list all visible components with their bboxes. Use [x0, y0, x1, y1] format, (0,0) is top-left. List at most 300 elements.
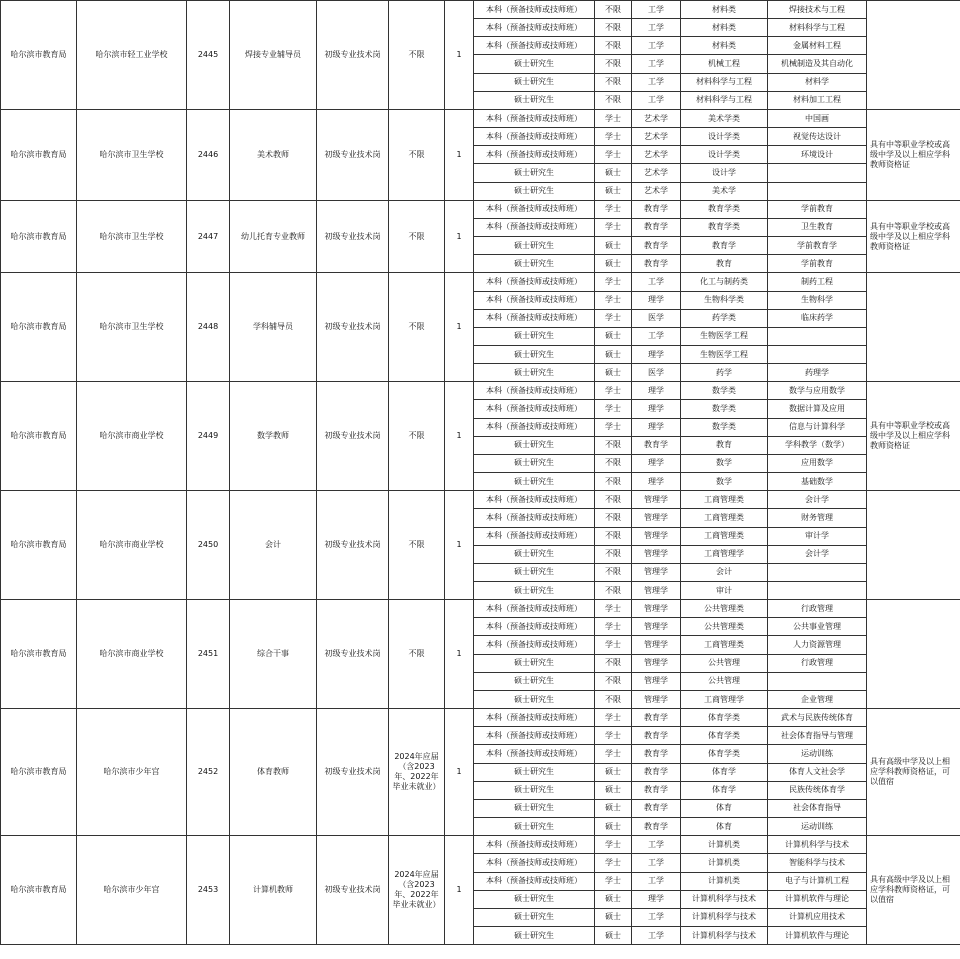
major-cell: 材料科学与工程: [768, 19, 867, 37]
degree-cell: 硕士: [595, 327, 632, 345]
discipline-cell: 理学: [632, 454, 681, 472]
unit-cell: 哈尔滨市卫生学校: [77, 109, 187, 200]
education-cell: 硕士研究生: [474, 345, 595, 363]
education-cell: 硕士研究生: [474, 255, 595, 273]
discipline-cell: 教育学: [632, 745, 681, 763]
major-class-cell: 生物医学工程: [681, 345, 768, 363]
unit-cell: 哈尔滨市少年宫: [77, 836, 187, 945]
position-title-cell: 综合干事: [230, 600, 317, 709]
degree-cell: 学士: [595, 128, 632, 146]
major-cell: 会计学: [768, 491, 867, 509]
position-category-cell: 初级专业技术岗: [317, 200, 389, 273]
education-cell: 硕士研究生: [474, 926, 595, 944]
degree-cell: 不限: [595, 55, 632, 73]
discipline-cell: 艺术学: [632, 109, 681, 127]
education-cell: 本科（预备技师或技师班）: [474, 1, 595, 19]
major-cell: 焊接技术与工程: [768, 1, 867, 19]
education-cell: 本科（预备技师或技师班）: [474, 309, 595, 327]
education-cell: 本科（预备技师或技师班）: [474, 382, 595, 400]
unit-cell: 哈尔滨市商业学校: [77, 382, 187, 491]
major-class-cell: 材料类: [681, 37, 768, 55]
major-class-cell: 体育学类: [681, 745, 768, 763]
graduate-status-cell: 不限: [389, 1, 445, 110]
major-cell: 智能科学与技术: [768, 854, 867, 872]
position-category-cell: 初级专业技术岗: [317, 382, 389, 491]
department-cell: 哈尔滨市教育局: [1, 709, 77, 836]
discipline-cell: 教育学: [632, 436, 681, 454]
discipline-cell: 教育学: [632, 255, 681, 273]
discipline-cell: 教育学: [632, 727, 681, 745]
education-cell: 硕士研究生: [474, 364, 595, 382]
major-class-cell: 美术学: [681, 182, 768, 200]
education-cell: 硕士研究生: [474, 818, 595, 836]
education-cell: 硕士研究生: [474, 582, 595, 600]
major-cell: [768, 345, 867, 363]
degree-cell: 不限: [595, 563, 632, 581]
discipline-cell: 工学: [632, 926, 681, 944]
major-class-cell: 设计学: [681, 164, 768, 182]
major-class-cell: 生物医学工程: [681, 327, 768, 345]
major-class-cell: 工商管理类: [681, 491, 768, 509]
position-title-cell: 计算机教师: [230, 836, 317, 945]
degree-cell: 学士: [595, 400, 632, 418]
major-cell: 应用数学: [768, 454, 867, 472]
major-cell: 学科教学（数学）: [768, 436, 867, 454]
graduate-status-cell: 不限: [389, 109, 445, 200]
table-row: [1, 273, 960, 291]
position-code-cell: 2446: [187, 109, 230, 200]
degree-cell: 硕士: [595, 345, 632, 363]
major-class-cell: 体育学: [681, 763, 768, 781]
education-cell: 本科（预备技师或技师班）: [474, 491, 595, 509]
major-class-cell: 药学类: [681, 309, 768, 327]
major-class-cell: 数学: [681, 473, 768, 491]
degree-cell: 不限: [595, 527, 632, 545]
degree-cell: 不限: [595, 454, 632, 472]
education-cell: 硕士研究生: [474, 436, 595, 454]
major-cell: 药理学: [768, 364, 867, 382]
department-cell: 哈尔滨市教育局: [1, 109, 77, 200]
discipline-cell: 理学: [632, 473, 681, 491]
education-cell: 硕士研究生: [474, 890, 595, 908]
major-cell: 视觉传达设计: [768, 128, 867, 146]
major-class-cell: 计算机类: [681, 872, 768, 890]
discipline-cell: 理学: [632, 400, 681, 418]
discipline-cell: 艺术学: [632, 182, 681, 200]
degree-cell: 不限: [595, 690, 632, 708]
discipline-cell: 管理学: [632, 491, 681, 509]
position-category-cell: 初级专业技术岗: [317, 273, 389, 382]
major-cell: 企业管理: [768, 690, 867, 708]
hire-count-cell: 1: [445, 600, 474, 709]
degree-cell: 硕士: [595, 799, 632, 817]
department-cell: 哈尔滨市教育局: [1, 491, 77, 600]
major-cell: 运动训练: [768, 818, 867, 836]
discipline-cell: 教育学: [632, 237, 681, 255]
position-category-cell: 初级专业技术岗: [317, 600, 389, 709]
degree-cell: 不限: [595, 654, 632, 672]
discipline-cell: 管理学: [632, 690, 681, 708]
discipline-cell: 工学: [632, 91, 681, 109]
major-cell: 社会体育指导与管理: [768, 727, 867, 745]
education-cell: 硕士研究生: [474, 799, 595, 817]
major-cell: 体育人文社会学: [768, 763, 867, 781]
education-cell: 本科（预备技师或技师班）: [474, 291, 595, 309]
major-cell: 民族传统体育学: [768, 781, 867, 799]
major-cell: 卫生教育: [768, 218, 867, 236]
degree-cell: 学士: [595, 636, 632, 654]
discipline-cell: 工学: [632, 908, 681, 926]
degree-cell: 硕士: [595, 818, 632, 836]
hire-count-cell: 1: [445, 109, 474, 200]
position-code-cell: 2447: [187, 200, 230, 273]
major-cell: 制药工程: [768, 273, 867, 291]
major-class-cell: 审计: [681, 582, 768, 600]
discipline-cell: 管理学: [632, 563, 681, 581]
degree-cell: 不限: [595, 545, 632, 563]
major-class-cell: 数学类: [681, 418, 768, 436]
graduate-status-cell: 不限: [389, 273, 445, 382]
major-class-cell: 药学: [681, 364, 768, 382]
department-cell: 哈尔滨市教育局: [1, 836, 77, 945]
remarks-cell: 具有中等职业学校或高级中学及以上相应学科教师资格证: [867, 382, 960, 491]
table-body: [1, 1, 960, 945]
unit-cell: 哈尔滨市卫生学校: [77, 200, 187, 273]
discipline-cell: 医学: [632, 364, 681, 382]
major-cell: [768, 164, 867, 182]
discipline-cell: 工学: [632, 19, 681, 37]
education-cell: 硕士研究生: [474, 781, 595, 799]
unit-cell: 哈尔滨市少年宫: [77, 709, 187, 836]
position-category-cell: 初级专业技术岗: [317, 109, 389, 200]
education-cell: 本科（预备技师或技师班）: [474, 146, 595, 164]
education-cell: 本科（预备技师或技师班）: [474, 854, 595, 872]
major-cell: 中国画: [768, 109, 867, 127]
major-class-cell: 体育: [681, 818, 768, 836]
degree-cell: 不限: [595, 582, 632, 600]
education-cell: 硕士研究生: [474, 91, 595, 109]
degree-cell: 不限: [595, 91, 632, 109]
degree-cell: 不限: [595, 509, 632, 527]
education-cell: 本科（预备技师或技师班）: [474, 273, 595, 291]
education-cell: 本科（预备技师或技师班）: [474, 872, 595, 890]
discipline-cell: 教育学: [632, 781, 681, 799]
major-class-cell: 工商管理类: [681, 636, 768, 654]
major-cell: 武术与民族传统体育: [768, 709, 867, 727]
degree-cell: 不限: [595, 672, 632, 690]
position-title-cell: 会计: [230, 491, 317, 600]
degree-cell: 学士: [595, 200, 632, 218]
education-cell: 硕士研究生: [474, 763, 595, 781]
degree-cell: 硕士: [595, 364, 632, 382]
position-category-cell: 初级专业技术岗: [317, 836, 389, 945]
major-class-cell: 设计学类: [681, 146, 768, 164]
major-cell: 社会体育指导: [768, 799, 867, 817]
degree-cell: 学士: [595, 418, 632, 436]
education-cell: 硕士研究生: [474, 473, 595, 491]
education-cell: 硕士研究生: [474, 182, 595, 200]
degree-cell: 不限: [595, 473, 632, 491]
department-cell: 哈尔滨市教育局: [1, 600, 77, 709]
education-cell: 硕士研究生: [474, 563, 595, 581]
unit-cell: 哈尔滨市轻工业学校: [77, 1, 187, 110]
degree-cell: 硕士: [595, 164, 632, 182]
degree-cell: 硕士: [595, 255, 632, 273]
major-class-cell: 教育: [681, 255, 768, 273]
major-cell: [768, 563, 867, 581]
position-category-cell: 初级专业技术岗: [317, 1, 389, 110]
major-class-cell: 公共管理: [681, 672, 768, 690]
discipline-cell: 管理学: [632, 527, 681, 545]
discipline-cell: 管理学: [632, 636, 681, 654]
major-class-cell: 体育学类: [681, 727, 768, 745]
education-cell: 本科（预备技师或技师班）: [474, 745, 595, 763]
discipline-cell: 管理学: [632, 672, 681, 690]
department-cell: 哈尔滨市教育局: [1, 200, 77, 273]
major-class-cell: 体育: [681, 799, 768, 817]
education-cell: 硕士研究生: [474, 327, 595, 345]
remarks-cell: 具有中等职业学校或高级中学及以上相应学科教师资格证: [867, 109, 960, 200]
education-cell: 本科（预备技师或技师班）: [474, 128, 595, 146]
major-class-cell: 美术学类: [681, 109, 768, 127]
department-cell: 哈尔滨市教育局: [1, 1, 77, 110]
hire-count-cell: 1: [445, 273, 474, 382]
degree-cell: 不限: [595, 1, 632, 19]
degree-cell: 学士: [595, 600, 632, 618]
education-cell: 硕士研究生: [474, 690, 595, 708]
major-class-cell: 数学类: [681, 382, 768, 400]
degree-cell: 硕士: [595, 926, 632, 944]
remarks-cell: [867, 273, 960, 382]
discipline-cell: 理学: [632, 291, 681, 309]
major-cell: 运动训练: [768, 745, 867, 763]
major-cell: 临床药学: [768, 309, 867, 327]
position-code-cell: 2453: [187, 836, 230, 945]
graduate-status-cell: 不限: [389, 200, 445, 273]
remarks-cell: 具有高级中学及以上相应学科教师资格证，可以值宿: [867, 709, 960, 836]
degree-cell: 硕士: [595, 763, 632, 781]
education-cell: 本科（预备技师或技师班）: [474, 527, 595, 545]
major-cell: [768, 672, 867, 690]
major-class-cell: 数学类: [681, 400, 768, 418]
major-class-cell: 计算机科学与技术: [681, 926, 768, 944]
degree-cell: 学士: [595, 618, 632, 636]
table-row: [1, 382, 960, 400]
degree-cell: 学士: [595, 854, 632, 872]
table-row: [1, 1, 960, 19]
education-cell: 本科（预备技师或技师班）: [474, 109, 595, 127]
discipline-cell: 工学: [632, 273, 681, 291]
education-cell: 本科（预备技师或技师班）: [474, 836, 595, 854]
major-cell: 环境设计: [768, 146, 867, 164]
education-cell: 本科（预备技师或技师班）: [474, 218, 595, 236]
discipline-cell: 教育学: [632, 799, 681, 817]
major-cell: 基础数学: [768, 473, 867, 491]
discipline-cell: 工学: [632, 37, 681, 55]
education-cell: 硕士研究生: [474, 55, 595, 73]
education-cell: 硕士研究生: [474, 908, 595, 926]
degree-cell: 学士: [595, 273, 632, 291]
degree-cell: 学士: [595, 872, 632, 890]
major-class-cell: 教育: [681, 436, 768, 454]
major-class-cell: 工商管理类: [681, 509, 768, 527]
discipline-cell: 教育学: [632, 709, 681, 727]
discipline-cell: 艺术学: [632, 164, 681, 182]
graduate-status-cell: 2024年应届（含2023年、2022年毕业未就业）: [389, 836, 445, 945]
major-cell: 金属材料工程: [768, 37, 867, 55]
degree-cell: 学士: [595, 382, 632, 400]
position-category-cell: 初级专业技术岗: [317, 709, 389, 836]
unit-cell: 哈尔滨市商业学校: [77, 600, 187, 709]
major-cell: 计算机科学与技术: [768, 836, 867, 854]
position-title-cell: 幼儿托育专业教师: [230, 200, 317, 273]
major-class-cell: 体育学: [681, 781, 768, 799]
education-cell: 本科（预备技师或技师班）: [474, 709, 595, 727]
education-cell: 本科（预备技师或技师班）: [474, 727, 595, 745]
major-class-cell: 工商管理学: [681, 545, 768, 563]
discipline-cell: 管理学: [632, 600, 681, 618]
major-cell: 机械制造及其自动化: [768, 55, 867, 73]
major-cell: 材料学: [768, 73, 867, 91]
major-class-cell: 计算机类: [681, 836, 768, 854]
position-code-cell: 2452: [187, 709, 230, 836]
education-cell: 本科（预备技师或技师班）: [474, 200, 595, 218]
major-cell: 学前教育学: [768, 237, 867, 255]
degree-cell: 学士: [595, 309, 632, 327]
major-cell: 生物科学: [768, 291, 867, 309]
table-row: [1, 200, 960, 218]
education-cell: 硕士研究生: [474, 654, 595, 672]
major-class-cell: 数学: [681, 454, 768, 472]
degree-cell: 学士: [595, 836, 632, 854]
position-title-cell: 数学教师: [230, 382, 317, 491]
major-class-cell: 教育学类: [681, 200, 768, 218]
unit-cell: 哈尔滨市卫生学校: [77, 273, 187, 382]
unit-cell: 哈尔滨市商业学校: [77, 491, 187, 600]
position-title-cell: 体育教师: [230, 709, 317, 836]
discipline-cell: 理学: [632, 418, 681, 436]
graduate-status-cell: 不限: [389, 382, 445, 491]
discipline-cell: 工学: [632, 1, 681, 19]
major-cell: 材料加工工程: [768, 91, 867, 109]
position-code-cell: 2450: [187, 491, 230, 600]
degree-cell: 硕士: [595, 237, 632, 255]
major-cell: 行政管理: [768, 600, 867, 618]
discipline-cell: 工学: [632, 854, 681, 872]
education-cell: 本科（预备技师或技师班）: [474, 618, 595, 636]
major-cell: 行政管理: [768, 654, 867, 672]
major-class-cell: 材料科学与工程: [681, 91, 768, 109]
education-cell: 本科（预备技师或技师班）: [474, 37, 595, 55]
remarks-cell: 具有中等职业学校或高级中学及以上相应学科教师资格证: [867, 200, 960, 273]
major-class-cell: 机械工程: [681, 55, 768, 73]
position-title-cell: 学科辅导员: [230, 273, 317, 382]
education-cell: 本科（预备技师或技师班）: [474, 418, 595, 436]
degree-cell: 不限: [595, 19, 632, 37]
table-row: [1, 836, 960, 854]
major-class-cell: 工商管理学: [681, 690, 768, 708]
degree-cell: 不限: [595, 491, 632, 509]
major-cell: 计算机软件与理论: [768, 890, 867, 908]
position-code-cell: 2445: [187, 1, 230, 110]
major-cell: 电子与计算机工程: [768, 872, 867, 890]
major-class-cell: 材料类: [681, 19, 768, 37]
position-code-cell: 2451: [187, 600, 230, 709]
table-row: [1, 709, 960, 727]
major-class-cell: 生物科学类: [681, 291, 768, 309]
education-cell: 本科（预备技师或技师班）: [474, 19, 595, 37]
discipline-cell: 管理学: [632, 545, 681, 563]
hire-count-cell: 1: [445, 1, 474, 110]
major-cell: 财务管理: [768, 509, 867, 527]
discipline-cell: 艺术学: [632, 128, 681, 146]
education-cell: 硕士研究生: [474, 454, 595, 472]
discipline-cell: 工学: [632, 872, 681, 890]
hire-count-cell: 1: [445, 709, 474, 836]
major-class-cell: 公共管理: [681, 654, 768, 672]
degree-cell: 不限: [595, 73, 632, 91]
major-class-cell: 化工与制药类: [681, 273, 768, 291]
discipline-cell: 工学: [632, 836, 681, 854]
department-cell: 哈尔滨市教育局: [1, 382, 77, 491]
discipline-cell: 教育学: [632, 218, 681, 236]
major-cell: 计算机应用技术: [768, 908, 867, 926]
remarks-cell: 具有高级中学及以上相应学科教师资格证，可以值宿: [867, 836, 960, 945]
discipline-cell: 理学: [632, 382, 681, 400]
discipline-cell: 理学: [632, 890, 681, 908]
education-cell: 本科（预备技师或技师班）: [474, 400, 595, 418]
major-cell: 学前教育: [768, 255, 867, 273]
degree-cell: 学士: [595, 146, 632, 164]
degree-cell: 学士: [595, 745, 632, 763]
position-code-cell: 2448: [187, 273, 230, 382]
discipline-cell: 管理学: [632, 654, 681, 672]
discipline-cell: 理学: [632, 345, 681, 363]
major-cell: [768, 327, 867, 345]
major-class-cell: 计算机类: [681, 854, 768, 872]
discipline-cell: 管理学: [632, 582, 681, 600]
education-cell: 硕士研究生: [474, 73, 595, 91]
degree-cell: 不限: [595, 436, 632, 454]
hire-count-cell: 1: [445, 200, 474, 273]
discipline-cell: 教育学: [632, 200, 681, 218]
discipline-cell: 艺术学: [632, 146, 681, 164]
remarks-cell: [867, 1, 960, 110]
degree-cell: 学士: [595, 291, 632, 309]
degree-cell: 不限: [595, 37, 632, 55]
table-row: [1, 109, 960, 127]
major-class-cell: 计算机科学与技术: [681, 890, 768, 908]
discipline-cell: 工学: [632, 55, 681, 73]
education-cell: 本科（预备技师或技师班）: [474, 636, 595, 654]
hire-count-cell: 1: [445, 382, 474, 491]
major-class-cell: 设计学类: [681, 128, 768, 146]
major-cell: 审计学: [768, 527, 867, 545]
discipline-cell: 管理学: [632, 509, 681, 527]
degree-cell: 硕士: [595, 908, 632, 926]
major-cell: 公共事业管理: [768, 618, 867, 636]
major-class-cell: 教育学: [681, 237, 768, 255]
degree-cell: 硕士: [595, 781, 632, 799]
major-class-cell: 计算机科学与技术: [681, 908, 768, 926]
remarks-cell: [867, 491, 960, 600]
discipline-cell: 工学: [632, 73, 681, 91]
major-class-cell: 公共管理类: [681, 600, 768, 618]
major-class-cell: 体育学类: [681, 709, 768, 727]
hire-count-cell: 1: [445, 491, 474, 600]
hire-count-cell: 1: [445, 836, 474, 945]
education-cell: 本科（预备技师或技师班）: [474, 600, 595, 618]
